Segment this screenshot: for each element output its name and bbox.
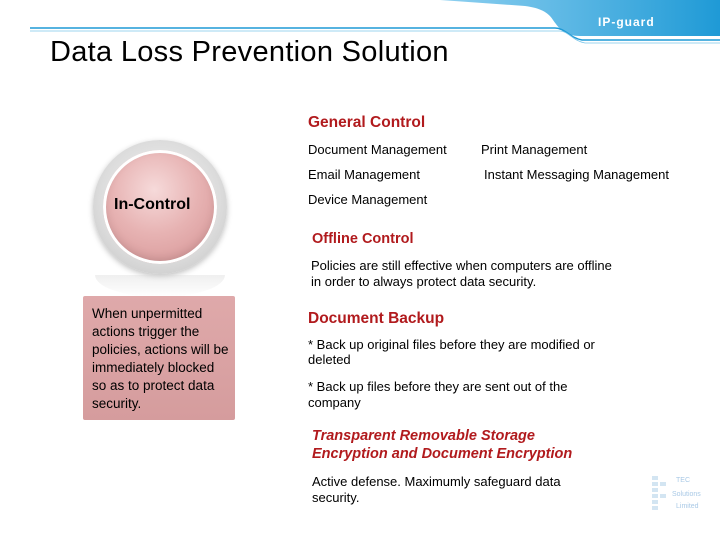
logo-text-line3: Limited	[676, 503, 699, 510]
in-control-note: When unpermitted actions trigger the policies, actions will be immediately blocked so as to protect data security.	[83, 296, 235, 420]
logo-text-line2: Solutions	[672, 491, 701, 498]
document-backup-heading: Document Backup	[308, 310, 445, 327]
brand-name: IP-guard	[598, 15, 655, 29]
offline-control-text-line1: Policies are still effective when computers are offline	[311, 258, 612, 273]
circle-reflection	[95, 275, 225, 297]
general-control-item: Email Management	[308, 167, 420, 182]
document-backup-bullet2-line1: * Back up files before they are sent out of the	[308, 379, 568, 394]
encryption-heading-line2: Encryption and Document Encryption	[312, 446, 573, 462]
encryption-text-line2: security.	[312, 490, 360, 505]
page-title: Data Loss Prevention Solution	[50, 36, 449, 68]
general-control-item: Instant Messaging Management	[484, 167, 669, 182]
in-control-label: In-Control	[114, 196, 191, 213]
general-control-item: Document Management	[308, 142, 447, 157]
document-backup-bullet1-line1: * Back up original files before they are modified or	[308, 337, 595, 352]
document-backup-bullet2-line2: company	[308, 395, 361, 410]
document-backup-bullet1-line2: deleted	[308, 352, 351, 367]
encryption-text-line1: Active defense. Maximumly safeguard data	[312, 474, 561, 489]
general-control-item: Print Management	[481, 142, 588, 157]
encryption-heading-line1: Transparent Removable Storage	[312, 428, 535, 444]
offline-control-text-line2: in order to always protect data security.	[311, 274, 537, 289]
general-control-item: Device Management	[308, 192, 428, 207]
company-logo	[650, 470, 710, 518]
offline-control-heading: Offline Control	[312, 231, 414, 247]
general-control-heading: General Control	[308, 114, 426, 131]
logo-text-line1: TEC	[676, 477, 690, 484]
